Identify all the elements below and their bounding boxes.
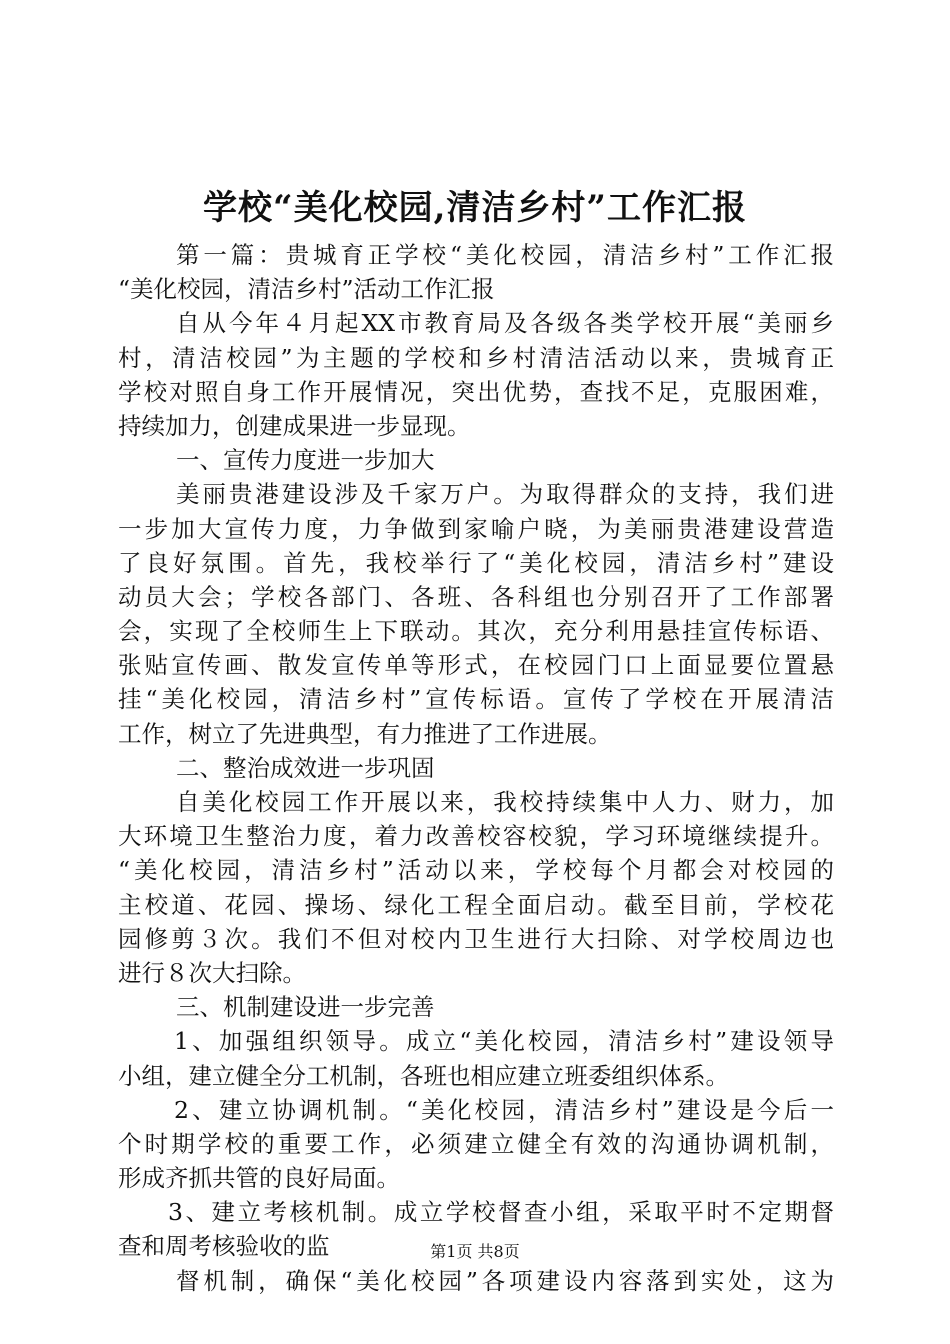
document-title: 学校“美化校园,清洁乡村”工作汇报: [203, 188, 747, 228]
section-heading: 二、整治成效进一步巩固: [176, 753, 435, 782]
paragraph-line: “美化校园，清洁乡村”活动以来，学校每个月都会对校园的: [118, 856, 834, 885]
paragraph-line: 会，实现了全校师生上下联动。其次，充分利用悬挂宣传标语、: [118, 617, 834, 646]
page-number: 第1页 共8页: [430, 1242, 520, 1261]
paragraph-line: 小组，建立健全分工机制，各班也相应建立班委组织体系。: [118, 1061, 729, 1090]
paragraph-line: 村，清洁校园”为主题的学校和乡村清洁活动以来，贵城育正: [118, 343, 834, 372]
paragraph-line: 大环境卫生整治力度，着力改善校容校貌，学习环境继续提升。: [118, 822, 834, 851]
paragraph-line: 督机制，确保“美化校园”各项建设内容落到实处，这为: [176, 1266, 834, 1295]
paragraph-line: 学校对照自身工作开展情况，突出优势，查找不足，克服困难，: [118, 377, 834, 406]
paragraph-line: 主校道、花园、操场、绿化工程全面启动。截至目前，学校花: [118, 890, 834, 919]
paragraph-line: 美丽贵港建设涉及千家万户。为取得群众的支持，我们进: [176, 480, 834, 509]
document-body: [118, 238, 834, 1298]
paragraph-line: 张贴宣传画、散发宣传单等形式，在校园门口上面显要位置悬: [118, 651, 834, 680]
paragraph-line: 挂“美化校园，清洁乡村”宣传标语。宣传了学校在开展清洁: [118, 685, 834, 714]
section-heading: 一、宣传力度进一步加大: [176, 446, 435, 475]
paragraph-line: 自从今年４月起XX市教育局及各级各类学校开展“美丽乡: [176, 309, 834, 338]
paragraph-line: 第一篇：贵城育正学校“美化校园，清洁乡村”工作汇报: [176, 241, 834, 269]
paragraph-line: 一步加大宣传力度，力争做到家喻户晓，为美丽贵港建设营造: [118, 514, 834, 543]
paragraph-line: 形成齐抓共管的良好局面。: [118, 1164, 400, 1193]
paragraph-line: 查和周考核验收的监: [118, 1232, 330, 1261]
paragraph-line: 工作，树立了先进典型，有力推进了工作进展。: [118, 719, 612, 748]
paragraph-line: “美化校园，清洁乡村”活动工作汇报: [118, 275, 495, 304]
paragraph-line: 个时期学校的重要工作，必须建立健全有效的沟通协调机制，: [118, 1129, 834, 1158]
paragraph-line: 1、加强组织领导。成立“美化校园，清洁乡村”建设领导: [174, 1027, 834, 1056]
paragraph-line: 动员大会；学校各部门、各班、各科组也分别召开了工作部署: [118, 582, 834, 611]
paragraph-line: 2、建立协调机制。“美化校园，清洁乡村”建设是今后一: [174, 1095, 834, 1124]
paragraph-line: 自美化校园工作开展以来，我校持续集中人力、财力，加: [176, 788, 834, 816]
section-heading: 三、机制建设进一步完善: [176, 993, 435, 1022]
paragraph-line: 进行８次大扫除。: [118, 958, 306, 987]
paragraph-line: 了良好氛围。首先，我校举行了“美化校园，清洁乡村”建设: [118, 548, 834, 577]
paragraph-line: 园修剪３次。我们不但对校内卫生进行大扫除、对学校周边也: [118, 924, 834, 953]
paragraph-line: 3、建立考核机制。成立学校督查小组，采取平时不定期督: [168, 1198, 834, 1227]
paragraph-line: 持续加力，创建成果进一步显现。: [118, 411, 471, 440]
